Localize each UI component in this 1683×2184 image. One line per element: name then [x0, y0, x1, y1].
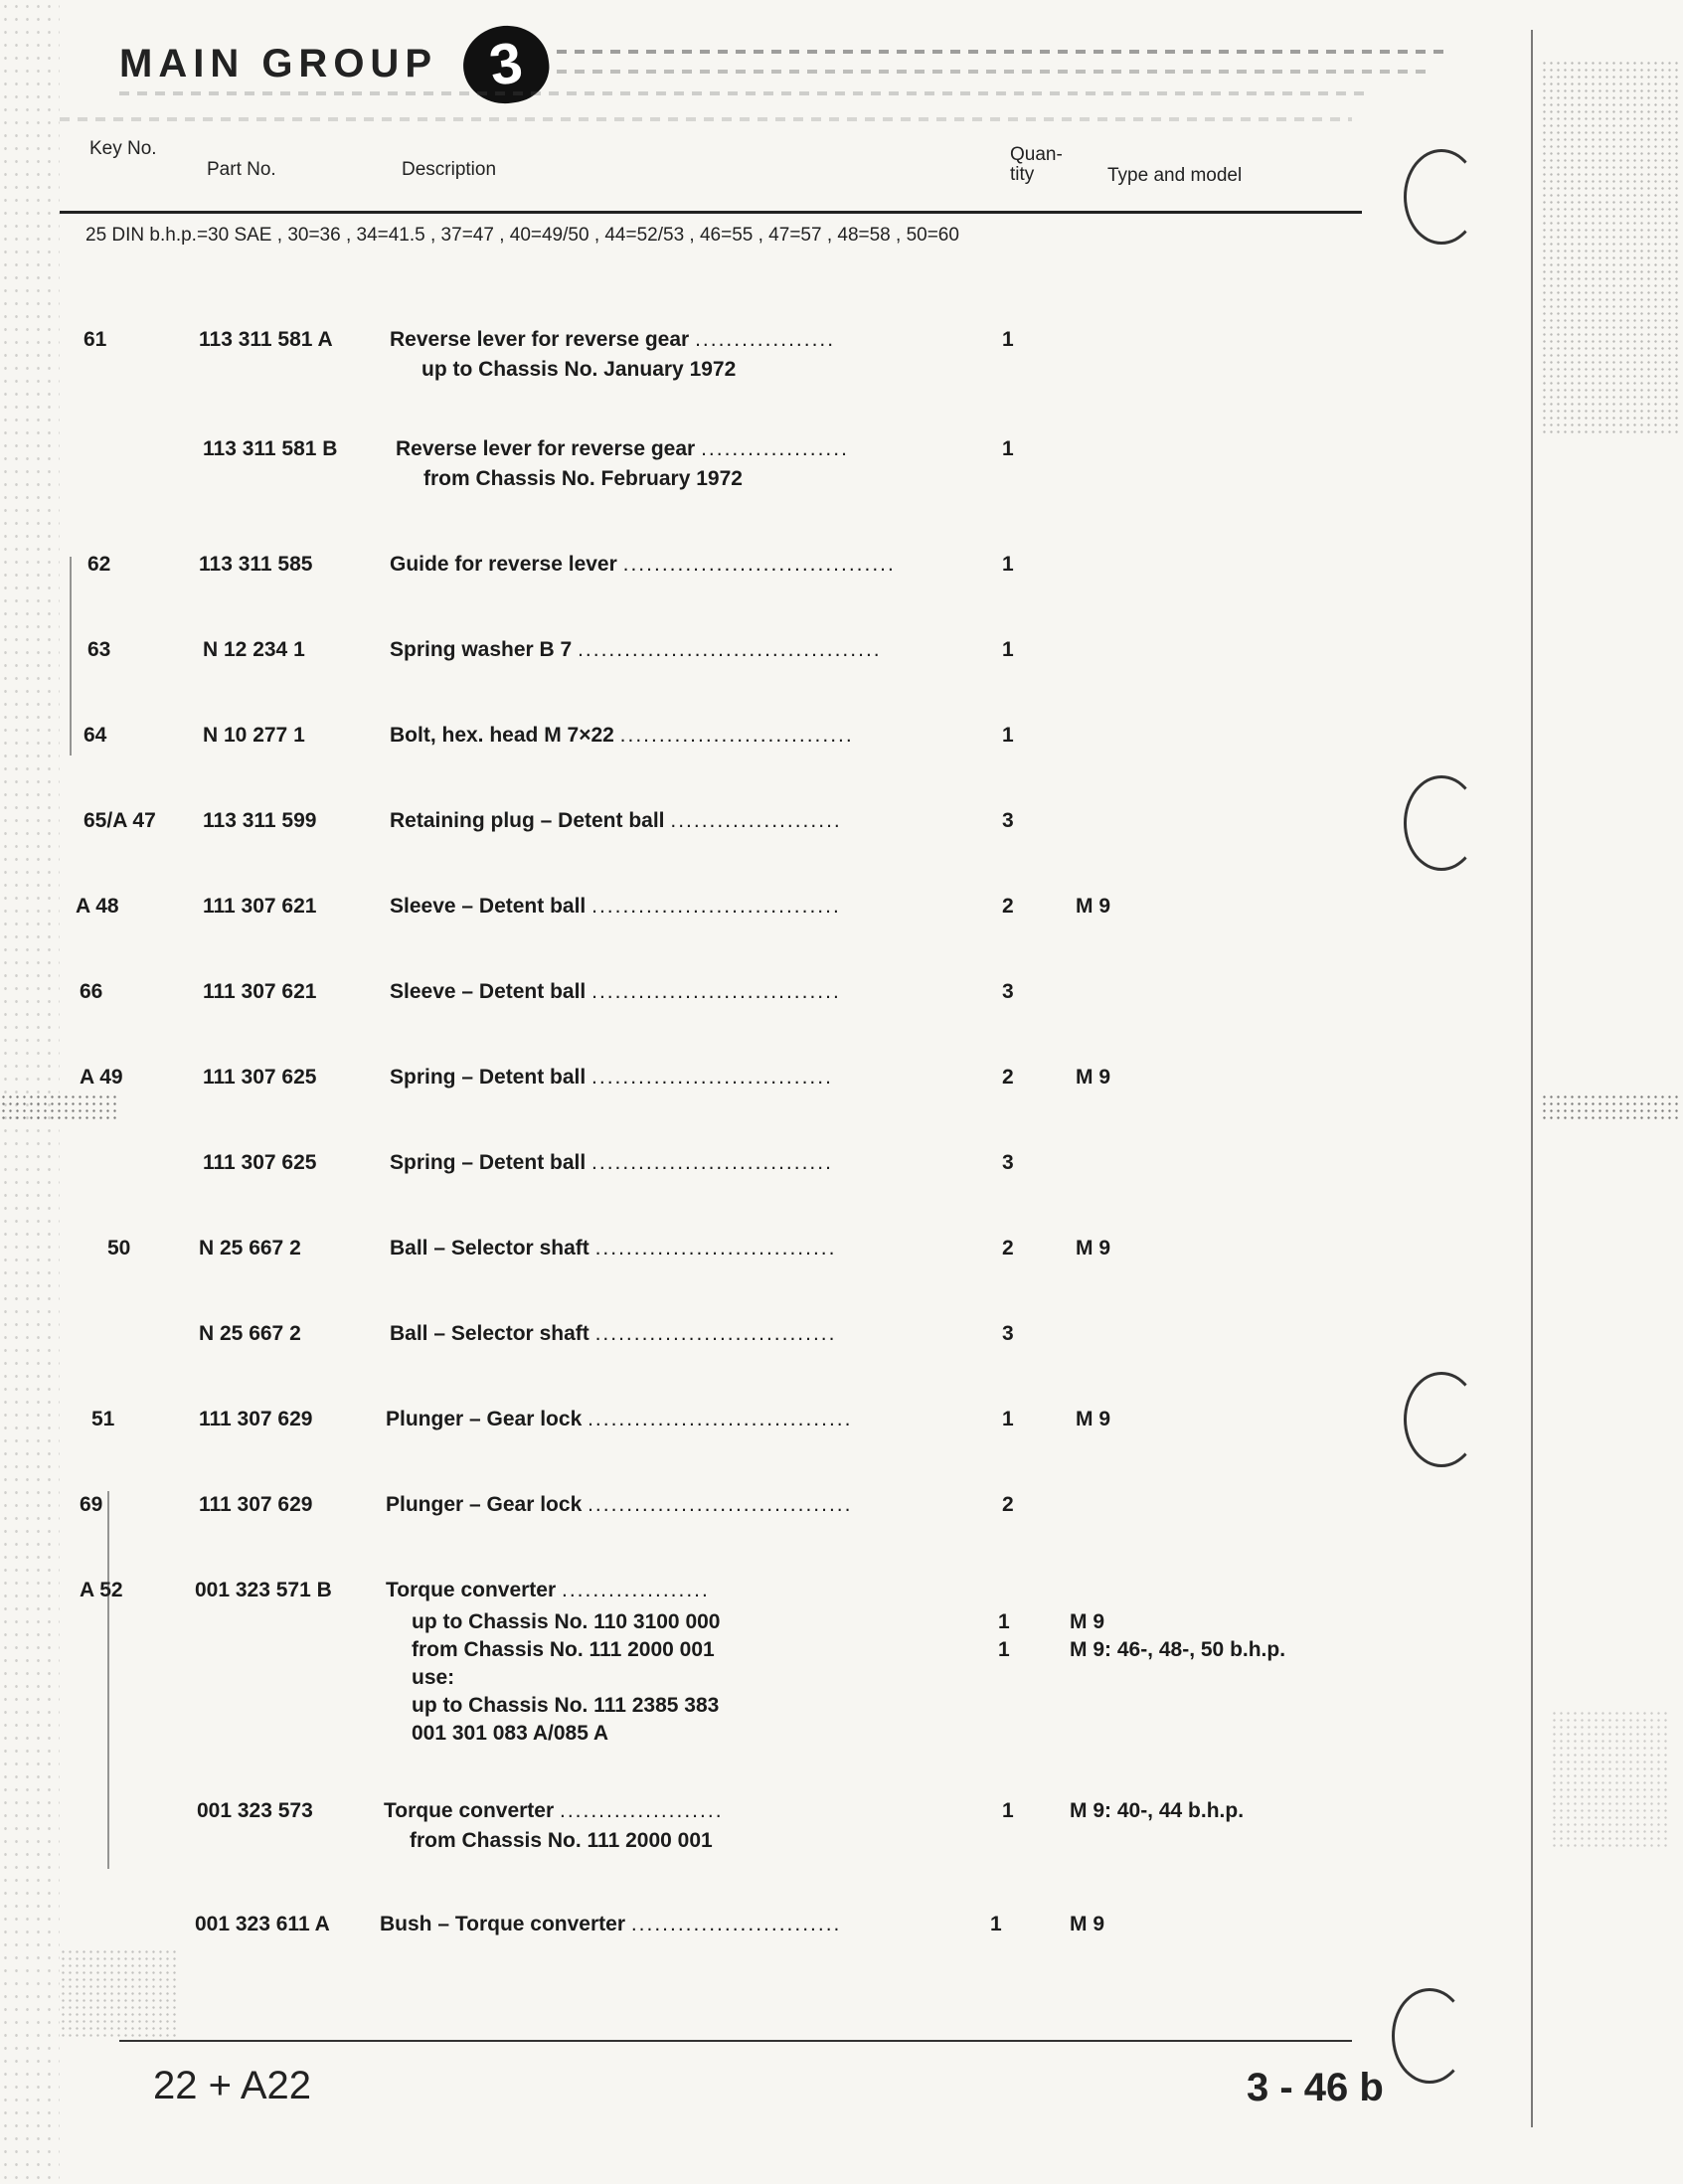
quantity: 2 [1002, 895, 1014, 918]
type-model: M 9: 40-, 44 b.h.p. [1070, 1799, 1245, 1822]
quantity: 1 [990, 1913, 1002, 1935]
key-number: 64 [84, 724, 107, 747]
description: Torque converter ..................... [384, 1799, 724, 1822]
quantity: 1 [1002, 328, 1014, 351]
key-number: 65/A 47 [84, 809, 156, 832]
description-subline: from Chassis No. 111 2000 001 [410, 1829, 713, 1852]
column-header-quantity: Quan- tity [1010, 144, 1063, 185]
left-margin-noise [60, 1948, 179, 2038]
type-model: M 9 [1076, 1066, 1111, 1089]
key-number: 50 [107, 1237, 131, 1260]
part-number: 111 307 621 [203, 980, 317, 1003]
description-subline: up to Chassis No. 110 3100 000 [412, 1610, 721, 1633]
quantity: 3 [1002, 980, 1014, 1003]
part-number: 001 323 611 A [195, 1913, 330, 1935]
description: Sleeve – Detent ball ................................ [390, 895, 841, 918]
footer-rule [119, 2040, 1352, 2042]
binder-hole-icon [1404, 775, 1479, 871]
quantity: 1 [1002, 724, 1014, 747]
description: Ball – Selector shaft ............................... [390, 1237, 837, 1260]
footer-model-reference: 22 + A22 [153, 2064, 312, 2107]
description: Retaining plug – Detent ball ...................... [390, 809, 842, 832]
subline-type: M 9 [1070, 1610, 1105, 1633]
quantity: 3 [1002, 809, 1014, 832]
quantity: 1 [1002, 1408, 1014, 1430]
footer-page-number: 3 - 46 b [1247, 2066, 1384, 2109]
column-header-key: Key No. [89, 138, 157, 159]
subline-type: M 9: 46-, 48-, 50 b.h.p. [1070, 1638, 1286, 1661]
part-number: N 25 667 2 [199, 1237, 301, 1260]
scan-ink-mark [107, 1491, 109, 1869]
key-number: 66 [80, 980, 103, 1003]
quantity: 2 [1002, 1066, 1014, 1089]
quantity: 1 [1002, 638, 1014, 661]
binder-hole-icon [1392, 1988, 1467, 2084]
description: Bush – Torque converter ........................... [380, 1913, 842, 1935]
column-header-type: Type and model [1107, 165, 1243, 186]
part-number: 113 311 585 [199, 553, 313, 576]
right-margin-noise [1541, 1093, 1680, 1123]
part-number: 111 307 625 [203, 1066, 317, 1089]
part-number: 113 311 581 B [203, 437, 338, 460]
description: Sleeve – Detent ball ................................ [390, 980, 841, 1003]
description: Spring washer B 7 ....................................... [390, 638, 882, 661]
part-number: 111 307 621 [203, 895, 317, 918]
description-subline: from Chassis No. 111 2000 001 [412, 1638, 715, 1661]
quantity: 2 [1002, 1237, 1014, 1260]
type-model: M 9 [1076, 895, 1111, 918]
part-number: 111 307 629 [199, 1408, 313, 1430]
part-number: 113 311 599 [203, 809, 317, 832]
page-edge-line [1531, 30, 1533, 2127]
key-number: 51 [91, 1408, 115, 1430]
key-number: 63 [87, 638, 111, 661]
description: Ball – Selector shaft ............................... [390, 1322, 837, 1345]
description: Plunger – Gear lock .................................. [386, 1493, 853, 1516]
binder-hole-icon [1404, 1372, 1479, 1467]
part-number: 001 323 571 B [195, 1579, 332, 1601]
description-subline: from Chassis No. February 1972 [423, 467, 743, 490]
quantity: 3 [1002, 1322, 1014, 1345]
part-number: 001 323 573 [197, 1799, 313, 1822]
header-noise-4 [60, 117, 1352, 121]
key-number: A 48 [76, 895, 119, 918]
binder-hole-icon [1404, 149, 1479, 245]
description: Reverse lever for reverse gear .................. [390, 328, 836, 351]
description: Bolt, hex. head M 7×22 .............................. [390, 724, 854, 747]
group-number-badge: 3 [458, 20, 554, 108]
description-subline: 001 301 083 A/085 A [412, 1722, 609, 1745]
column-header-part: Part No. [207, 159, 276, 180]
description: Spring – Detent ball ............................... [390, 1066, 833, 1089]
quantity: 1 [1002, 1799, 1014, 1822]
din-conversion-note: 25 DIN b.h.p.=30 SAE , 30=36 , 34=41.5 , 37=47 , 40=49/50 , 44=52/53 , 46=55 , 47=57 , 48=58 , 50=60 [85, 225, 959, 246]
header-noise-3 [119, 91, 1372, 95]
quantity: 3 [1002, 1151, 1014, 1174]
description-subline: use: [412, 1666, 455, 1689]
type-model: M 9 [1076, 1237, 1111, 1260]
scan-edge-noise [0, 0, 60, 2184]
type-model: M 9 [1076, 1408, 1111, 1430]
key-number: 69 [80, 1493, 103, 1516]
part-number: 111 307 629 [199, 1493, 313, 1516]
header-noise-1 [557, 50, 1451, 54]
description: Plunger – Gear lock .................................. [386, 1408, 853, 1430]
quantity: 1 [1002, 553, 1014, 576]
description-subline: up to Chassis No. January 1972 [421, 358, 737, 381]
column-header-description: Description [402, 159, 497, 180]
key-number: A 52 [80, 1579, 123, 1601]
subline-quantity: 1 [998, 1610, 1010, 1633]
subline-quantity: 1 [998, 1638, 1010, 1661]
header-noise-2 [557, 70, 1431, 74]
type-model: M 9 [1070, 1913, 1105, 1935]
quantity: 1 [1002, 437, 1014, 460]
part-number: N 10 277 1 [203, 724, 305, 747]
part-number: 113 311 581 A [199, 328, 333, 351]
key-number: 61 [84, 328, 107, 351]
header-rule [60, 211, 1362, 214]
description-subline: up to Chassis No. 111 2385 383 [412, 1694, 720, 1717]
left-margin-noise [0, 1093, 119, 1123]
description: Guide for reverse lever ................................... [390, 553, 896, 576]
key-number: A 49 [80, 1066, 123, 1089]
scan-ink-mark [70, 557, 72, 756]
description: Torque converter ................... [386, 1579, 710, 1601]
quantity: 2 [1002, 1493, 1014, 1516]
key-number: 62 [87, 553, 111, 576]
description: Spring – Detent ball ............................... [390, 1151, 833, 1174]
right-margin-noise [1541, 60, 1680, 437]
part-number: N 25 667 2 [199, 1322, 301, 1345]
part-number: N 12 234 1 [203, 638, 305, 661]
right-margin-noise [1551, 1710, 1670, 1849]
part-number: 111 307 625 [203, 1151, 317, 1174]
description: Reverse lever for reverse gear ................... [396, 437, 849, 460]
group-title: MAIN GROUP [119, 42, 437, 85]
